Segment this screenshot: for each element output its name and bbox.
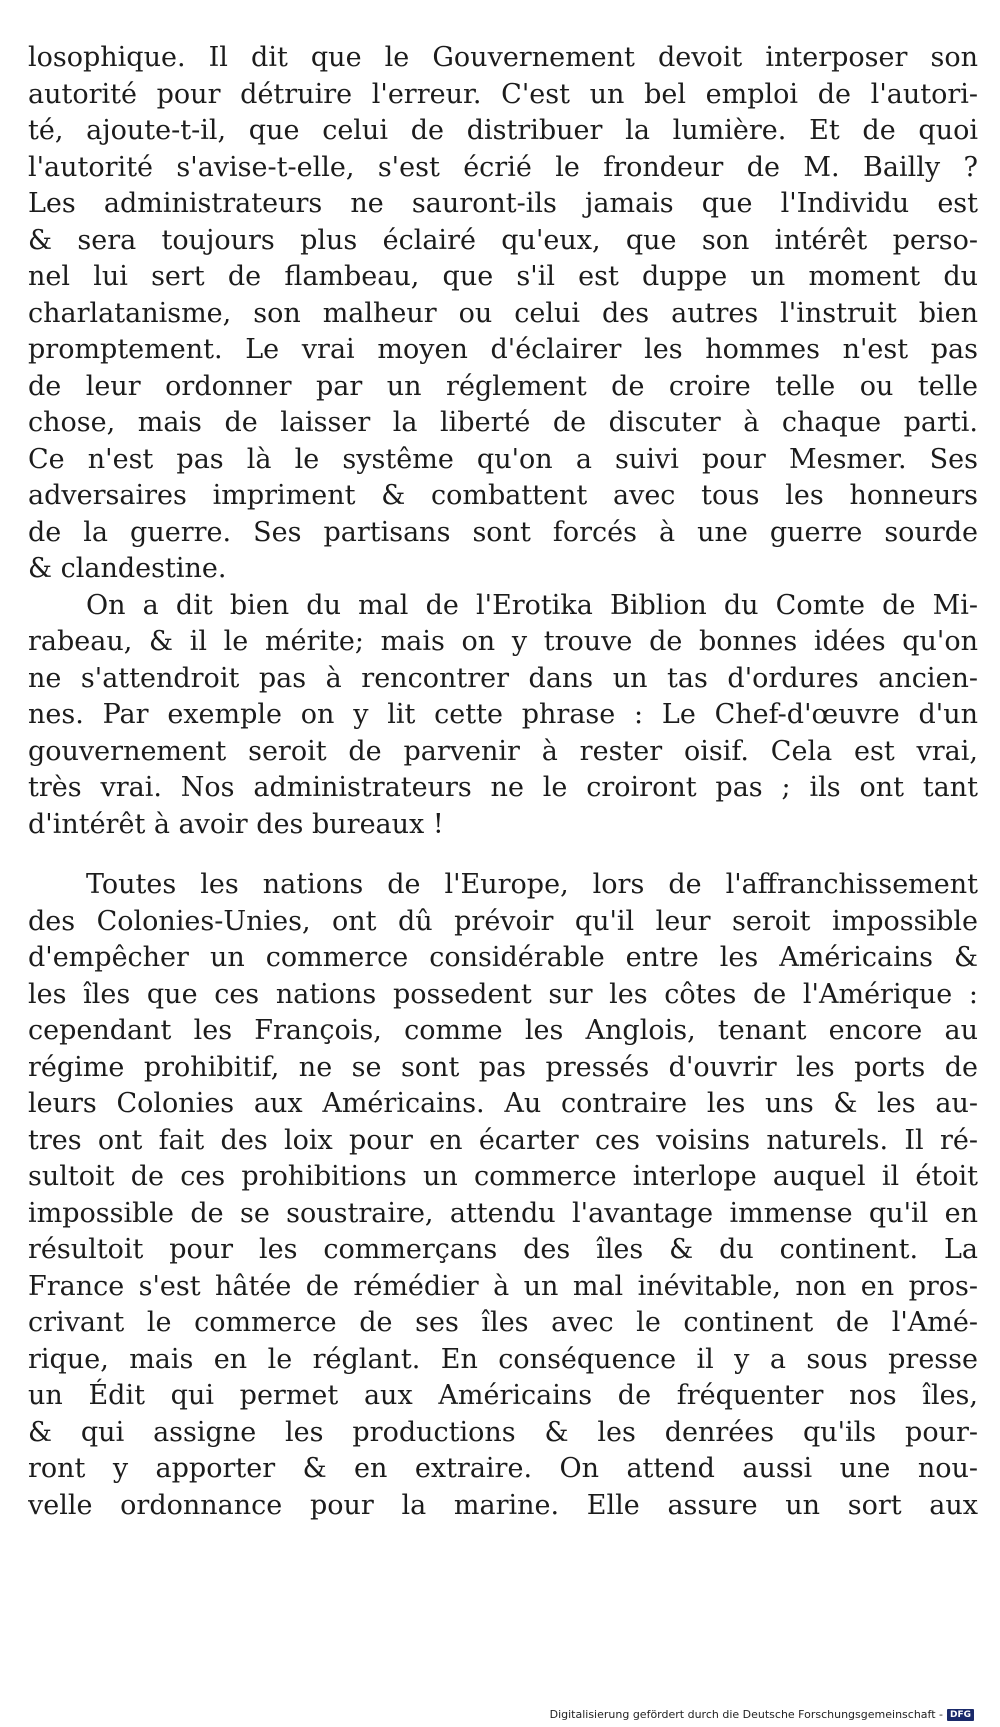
text-line: de la guerre. Ses partisans sont forcés à une guerre sourde xyxy=(28,516,978,548)
text-line: France s'est hâtée de rémédier à un mal inévitable, non en pros- xyxy=(28,1270,978,1302)
text-line: ront y apporter & en extraire. On attend aussi une nou- xyxy=(28,1453,978,1484)
text-line: très vrai. Nos administrateurs ne le croiront pas ; ils ont tant xyxy=(28,772,978,803)
text-line: On a dit bien du mal de l'Erotika Biblion du Comte de Mi- xyxy=(86,589,978,621)
dfg-logo: DFG xyxy=(947,1709,974,1721)
paragraph-3 xyxy=(28,867,978,1524)
text-line: rabeau, & il le mérite; mais on y trouve de bonnes idées qu'on xyxy=(28,626,978,657)
text-line: l'autorité s'avise-t-elle, s'est écrié le frondeur de M. Bailly ? xyxy=(28,151,978,183)
text-line: les îles que ces nations possedent sur les côtes de l'Amérique : xyxy=(28,978,978,1010)
text-line: losophique. Il dit que le Gouvernement devoit interposer son xyxy=(28,42,978,73)
text-line: nel lui sert de flambeau, que s'il est duppe un moment du xyxy=(28,261,978,292)
text-line: régime prohibitif, ne se sont pas pressés d'ouvrir les ports de xyxy=(28,1051,978,1083)
text-line: un Édit qui permet aux Américains de fréquenter nos îles, xyxy=(28,1380,978,1411)
text-line: rique, mais en le réglant. En conséquence il y a sous presse xyxy=(28,1343,978,1375)
text-line: té, ajoute-t-il, que celui de distribuer la lumière. Et de quoi xyxy=(28,115,978,146)
text-line: de leur ordonner par un réglement de croire telle ou telle xyxy=(28,370,978,402)
text-line: leurs Colonies aux Américains. Au contraire les uns & les au- xyxy=(28,1088,978,1119)
text-line: charlatanisme, son malheur ou celui des autres l'instruit bien xyxy=(28,297,978,329)
text-line: & clandestine. xyxy=(28,553,227,584)
text-line: nes. Par exemple on y lit cette phrase : Le Chef-d'œuvre d'un xyxy=(28,699,978,730)
text-line: velle ordonnance pour la marine. Elle assure un sort aux xyxy=(28,1489,978,1521)
text-line: impossible de se soustraire, attendu l'avantage immense qu'il en xyxy=(28,1197,978,1229)
text-line: Toutes les nations de l'Europe, lors de l'affranchissement xyxy=(86,869,978,900)
text-line: crivant le commerce de ses îles avec le continent de l'Amé- xyxy=(28,1307,978,1338)
digitization-credit xyxy=(550,1708,974,1721)
text-line: des Colonies-Unies, ont dû prévoir qu'il leur seroit impossible xyxy=(28,905,978,937)
text-line: d'empêcher un commerce considérable entre les Américains & xyxy=(28,942,978,973)
text-line: Les administrateurs ne sauront-ils jamais que l'Individu est xyxy=(28,188,978,219)
text-line: ne s'attendroit pas à rencontrer dans un tas d'ordures ancien- xyxy=(28,662,978,694)
text-line: adversaires impriment & combattent avec tous les honneurs xyxy=(28,480,978,511)
paragraph-1 xyxy=(28,40,978,588)
text-line: gouvernement seroit de parvenir à rester oisif. Cela est vrai, xyxy=(28,735,978,767)
text-column xyxy=(28,40,978,1524)
text-line: autorité pour détruire l'erreur. C'est un bel emploi de l'autori- xyxy=(28,78,978,110)
paragraph-2 xyxy=(28,588,978,844)
credit-text: Digitalisierung gefördert durch die Deutsche Forschungsgemeinschaft - xyxy=(549,1708,943,1721)
paragraph-separator xyxy=(28,843,978,867)
text-line: tres ont fait des loix pour en écarter ces voisins naturels. Il ré- xyxy=(28,1124,978,1156)
text-line: sultoit de ces prohibitions un commerce interlope auquel il étoit xyxy=(28,1161,978,1192)
text-line: & qui assigne les productions & les denrées qu'ils pour- xyxy=(28,1416,978,1448)
text-line: Ce n'est pas là le systême qu'on a suivi pour Mesmer. Ses xyxy=(28,443,978,475)
text-line: & sera toujours plus éclairé qu'eux, que son intérêt perso- xyxy=(28,224,978,256)
text-line: promptement. Le vrai moyen d'éclairer les hommes n'est pas xyxy=(28,334,978,365)
text-line: d'intérêt à avoir des bureaux ! xyxy=(28,808,444,840)
text-line: cependant les François, comme les Anglois, tenant encore au xyxy=(28,1015,978,1046)
text-line: résultoit pour les commerçans des îles & du continent. La xyxy=(28,1234,978,1265)
text-line: chose, mais de laisser la liberté de discuter à chaque parti. xyxy=(28,407,978,438)
